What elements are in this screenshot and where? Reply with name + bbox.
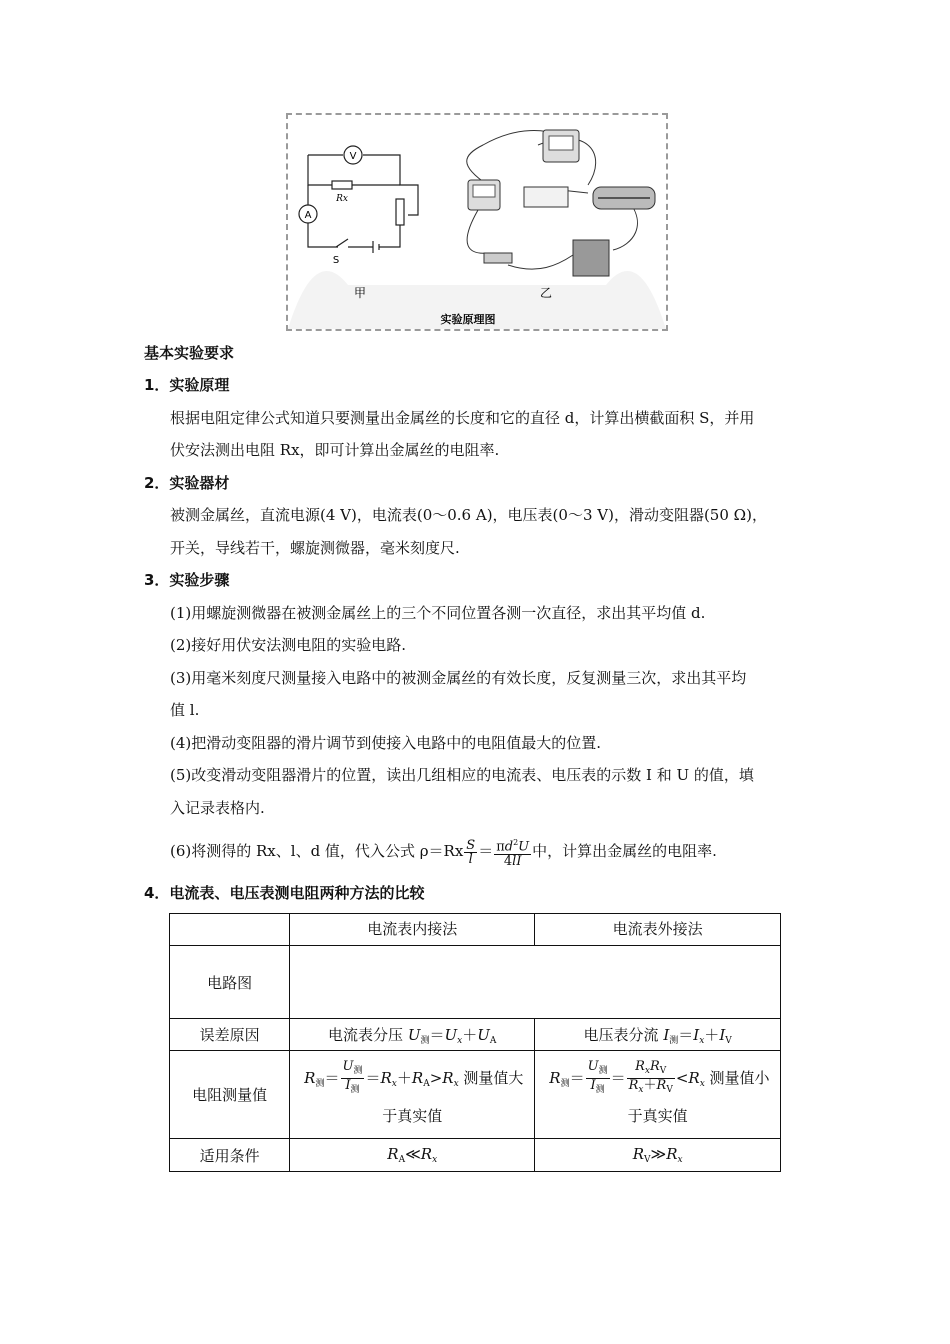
rx-label: Rx bbox=[336, 194, 348, 204]
switch-label: S bbox=[332, 255, 340, 266]
step-3-line2: 值 l. bbox=[170, 701, 200, 719]
error-outer: 电压表分流 $I_测=I_x+I_V$ bbox=[535, 1019, 781, 1051]
section-1-para-line2: 伏安法测出电阻 Rx，即可计算出金属丝的电阻率. bbox=[170, 441, 500, 459]
header-inner-method: 电流表内接法 bbox=[290, 914, 535, 946]
wire-board-icon bbox=[524, 187, 568, 207]
row-label-circuit: 电路图 bbox=[170, 946, 290, 1019]
header-outer-method: 电流表外接法 bbox=[535, 914, 781, 946]
step-2: (2)接好用伏安法测电阻的实验电路. bbox=[170, 636, 407, 654]
step-6: (6)将测得的 Rx、l、d 值，代入公式 ρ＝Rx $\frac{S}{l}$ ＝ $\frac{\pi d^2U}{4lI}$ 中，计算出金属丝的电阻率. bbox=[170, 837, 717, 869]
section-2-para-line2: 开关，导线若干，螺旋测微器，毫米刻度尺. bbox=[170, 539, 460, 557]
figure-caption: 实验原理图 bbox=[440, 313, 496, 326]
circuit-illustration bbox=[288, 115, 666, 329]
row-label-measure: 电阻测量值 bbox=[170, 1051, 290, 1139]
step-4: (4)把滑动变阻器的滑片调节到使接入电路中的电阻值最大的位置. bbox=[170, 734, 602, 752]
row-label-error: 误差原因 bbox=[170, 1019, 290, 1051]
table-corner-cell bbox=[170, 914, 290, 946]
measure-inner: $R_测=$ $\frac{U_测}{I_测}$ $=R_x+R_A>R_x$ 测量值大 于真实值 bbox=[290, 1051, 535, 1139]
comparison-table bbox=[169, 913, 781, 1172]
section-2-title: 2．实验器材 bbox=[144, 474, 230, 492]
formula-pi-d2u-over-4li: $\frac{\pi d^2U}{4lI}$ bbox=[496, 838, 530, 869]
measure-inner-line2: 于真实值 bbox=[382, 1106, 443, 1125]
circuit-diagram-cell bbox=[290, 946, 781, 1019]
battery-device-icon bbox=[573, 240, 609, 276]
step-6-prefix: (6)将测得的 Rx、l、d 值，代入公式 ρ＝Rx bbox=[170, 842, 464, 860]
measure-outer-line2: 于真实值 bbox=[627, 1106, 688, 1125]
condition-inner: $R_A≪R_x$ bbox=[290, 1139, 535, 1172]
section-2-para-line1: 被测金属丝，直流电源(4 V)，电流表(0～0.6 A)，电压表(0～3 V)，滑动变阻器(50 Ω)， bbox=[170, 506, 767, 524]
error-inner: 电流表分压 $U_测=U_x+U_A$ bbox=[290, 1019, 535, 1051]
step-6-suffix: 中，计算出金属丝的电阻率. bbox=[532, 842, 717, 860]
measure-outer: $R_测=$ $\frac{U_测}{I_测}$ ＝ $\frac{R_xR_V}{R_x+R_V}$ $<R_x$ 测量值小 于真实值 bbox=[535, 1051, 781, 1139]
formula-s-over-l: $\frac{S}{l}$ bbox=[466, 837, 476, 867]
schematic-jia bbox=[308, 155, 418, 253]
switch-device-icon bbox=[484, 253, 512, 263]
label-yi: 乙 bbox=[539, 286, 553, 300]
step-5-line2: 入记录表格内. bbox=[170, 799, 265, 817]
rheostat-symbol bbox=[396, 199, 404, 225]
resistor-symbol bbox=[332, 181, 352, 189]
section-3-title: 3．实验步骤 bbox=[144, 571, 230, 589]
label-jia: 甲 bbox=[353, 286, 367, 300]
step-5-line1: (5)改变滑动变阻器滑片的位置，读出几组相应的电流表、电压表的示数 I 和 U 的值，填 bbox=[170, 766, 754, 784]
section-heading: 基本实验要求 bbox=[144, 344, 235, 362]
row-label-condition: 适用条件 bbox=[170, 1139, 290, 1172]
step-3-line1: (3)用毫米刻度尺测量接入电路中的被测金属丝的有效长度，反复测量三次，求出其平均 bbox=[170, 669, 747, 687]
condition-outer: $R_V≫R_x$ bbox=[535, 1139, 781, 1172]
section-1-title: 1．实验原理 bbox=[144, 376, 230, 394]
section-1-para-line1: 根据电阻定律公式知道只要测量出金属丝的长度和它的直径 d，计算出横截面积 S，并用 bbox=[170, 409, 755, 427]
section-4-title: 4．电流表、电压表测电阻两种方法的比较 bbox=[144, 884, 425, 902]
ammeter-label: A bbox=[304, 210, 312, 221]
voltmeter-label: V bbox=[349, 151, 357, 162]
experiment-figure bbox=[286, 113, 668, 331]
step-1: (1)用螺旋测微器在被测金属丝上的三个不同位置各测一次直径，求出其平均值 d. bbox=[170, 604, 706, 622]
